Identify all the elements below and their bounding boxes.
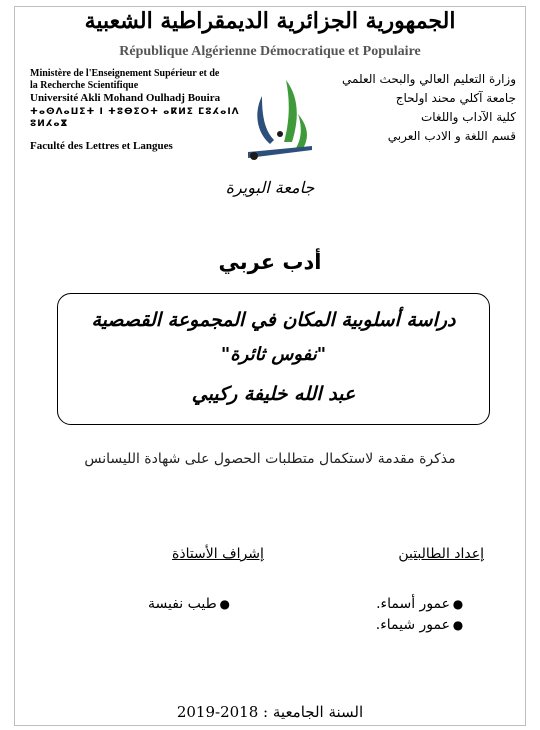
university-name-french: Université Akli Mohand Oulhadj Bouira [30,92,221,104]
faculty-name-french: Faculté des Lettres et Langues [30,140,173,152]
republic-title-french: République Algérienne Démocratique et Populaire [119,44,421,59]
student-item [376,617,466,633]
student-name: عمور شيماء. [375,617,450,633]
republic-title-arabic: الجمهورية الجزائرية الديمقراطية الشعبية [84,8,456,34]
thesis-title-line-1: دراسة أسلوبية المكان في المجموعة القصصية [91,309,456,331]
university-name-arabic: جامعة آكلي محند اولحاج [395,91,516,105]
logo-caption: جامعة البويرة [225,178,315,197]
left-institution-block [30,68,250,130]
supervision-heading: إشراف الأستاذة [172,546,264,562]
thesis-title-author: عبد الله خليفة ركيبي [191,383,356,405]
ministry-arabic: وزارة التعليم العالي والبحث العلمي [342,72,516,86]
thesis-note: مذكرة مقدمة لاستكمال متطلبات الحصول على شهادة الليسانس [84,451,456,467]
university-name-tifinagh: ⵜⴰⵙⴷⴰⵡⵉⵜ ⵏ ⵜⵓⴱⵉⵔⵜ ⴰⴽⵍⵉ ⵎⵓⵃⴰⵏⴷ ⵓⵍⵃⴰⴵ [30,107,240,129]
ministry-line-1: Ministère de l'Enseignement Supérieur et de [30,68,220,79]
ministry-line-2: la Recherche Scientifique [30,80,139,91]
thesis-title-line-2: "نفوس ثائرة" [220,344,327,365]
right-institution-block [306,70,516,146]
department-name-arabic: قسم اللغة و الادب العربي [387,129,516,143]
bullet-icon: ● [452,597,464,611]
student-item [376,596,466,612]
bullet-icon: ● [452,618,464,632]
student-name: عمور أسماء. [376,596,450,612]
academic-year: السنة الجامعية : 2018-2019 [176,703,364,721]
university-logo-icon [240,76,320,166]
prepared-by-heading: إعداد الطالبتين [398,546,484,562]
faculty-name-arabic: كلية الآداب واللغات [420,110,516,124]
supervisor-name: طيب نفيسة [148,596,217,612]
subject-title: أدب عربي [218,250,322,274]
bullet-icon: ● [219,597,230,611]
supervisor-item [148,596,233,612]
